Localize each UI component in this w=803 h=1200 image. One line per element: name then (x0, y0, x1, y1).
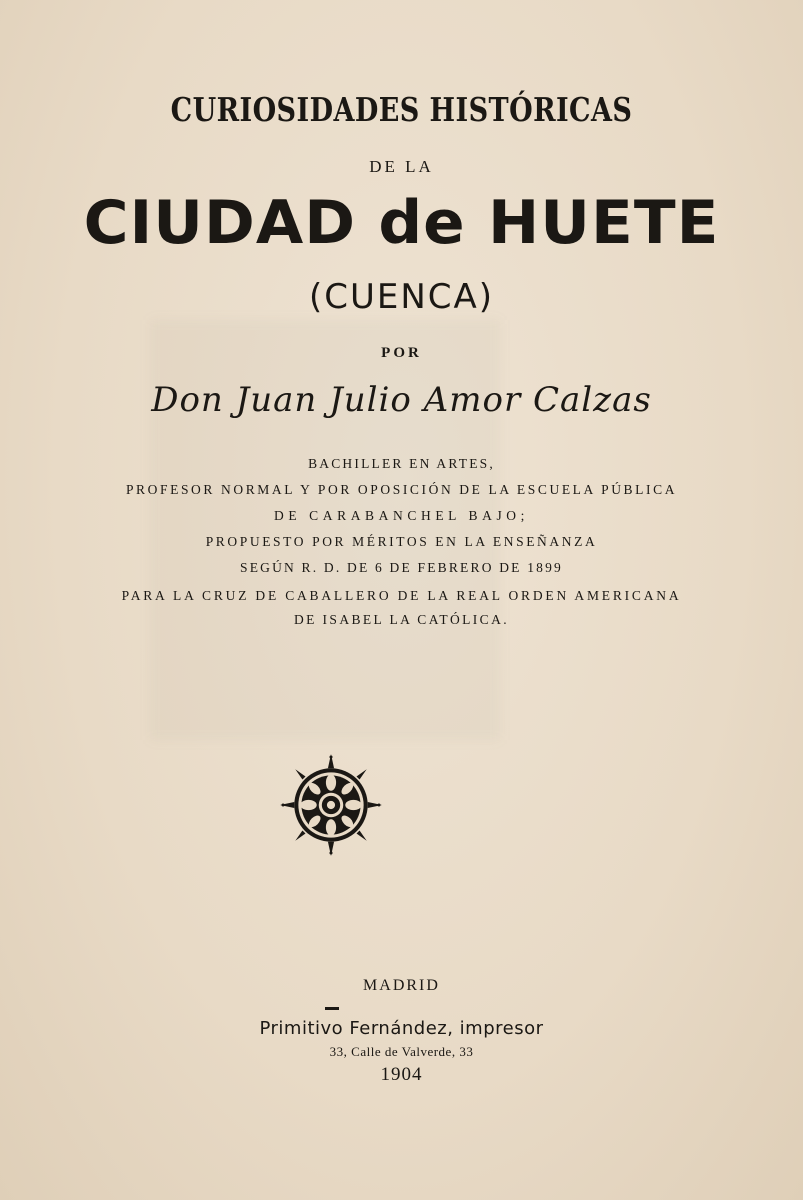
imprint-address: 33, Calle de Valverde, 33 (329, 1044, 474, 1059)
imprint-city: MADRID (363, 977, 440, 994)
main-title: CIUDAD de HUETE (83, 188, 720, 258)
credential-line: BACHILLER EN ARTES, (308, 456, 495, 471)
author-name: Don Juan Julio Amor Calzas (151, 380, 652, 420)
divider (325, 1007, 339, 1010)
imprint-year: 1904 (380, 1064, 423, 1085)
printer-ornament-icon (280, 754, 382, 856)
region-title: (CUENCA) (308, 277, 495, 317)
credential-line: DE CARABANCHEL BAJO; (273, 508, 529, 523)
title-line-2: DE LA (369, 157, 434, 176)
credential-line: SEGÚN R. D. DE 6 DE FEBRERO DE 1899 (239, 560, 563, 575)
imprint-printer: Primitivo Fernández, impresor (259, 1018, 544, 1039)
credential-line: PARA LA CRUZ DE CABALLERO DE LA REAL ORDEN AMERICANA (121, 588, 682, 603)
credential-line: PROPUESTO POR MÉRITOS EN LA ENSEÑANZA (205, 534, 598, 549)
title-line-1: CURIOSIDADES HISTÓRICAS (170, 90, 633, 129)
credential-line: DE ISABEL LA CATÓLICA. (293, 612, 510, 627)
credential-line: PROFESOR NORMAL Y POR OPOSICIÓN DE LA ESCUELA PÚBLICA (125, 482, 678, 497)
by-label: POR (381, 345, 422, 361)
